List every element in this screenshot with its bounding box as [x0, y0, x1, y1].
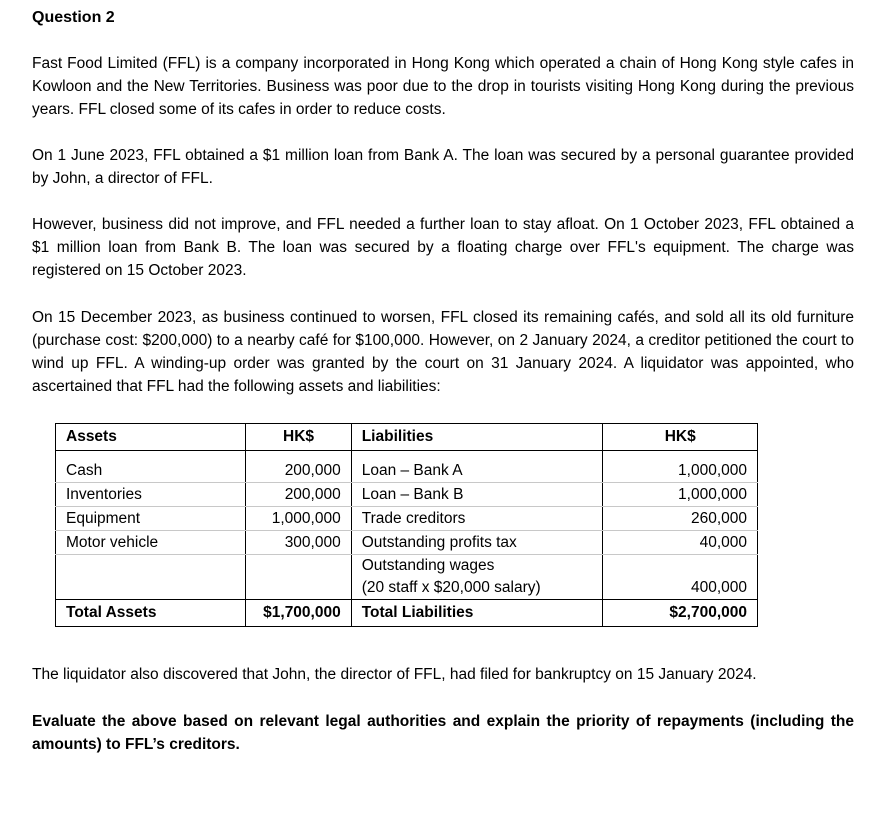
- paragraph-background: Fast Food Limited (FFL) is a company incorporated in Hong Kong which operated a chain of Hong Kong style cafes in Kowloon and the New Territories. Business was poor due to the drop in tourists visiting Hong Kong during the previous years. FFL closed some of its cafes in order to reduce costs.: [32, 55, 854, 118]
- asset-amount: [246, 555, 351, 600]
- asset-amount: 300,000: [246, 531, 351, 555]
- table-row: [56, 483, 758, 507]
- asset-amount: 200,000: [246, 483, 351, 507]
- asset-name: Equipment: [56, 507, 246, 531]
- liability-name: Loan – Bank A: [351, 459, 603, 483]
- table-spacer-row: [56, 451, 758, 460]
- liability-amount: 1,000,000: [603, 483, 758, 507]
- header-assets: Assets: [56, 424, 246, 451]
- paragraph-winding-up: On 15 December 2023, as business continued to worsen, FFL closed its remaining cafés, and sold all its old furniture (purchase cost: $200,000) to a nearby café for $100,000. However, on 2 January 2024, a creditor petitioned the court to wind up FFL. A winding-up order was granted by the court on 31 January 2024. A liquidator was appointed, who ascertained that FFL had the following assets and liabilities:: [32, 309, 854, 395]
- liability-name: Outstanding wages: [361, 557, 495, 574]
- asset-name: Motor vehicle: [56, 531, 246, 555]
- liability-name-wages: [351, 555, 603, 600]
- table-row: [56, 459, 758, 483]
- paragraph-bankruptcy: The liquidator also discovered that John, the director of FFL, had filed for bankruptcy on 15 January 2024.: [32, 666, 757, 683]
- header-liabilities-amount: HK$: [603, 424, 758, 451]
- header-liabilities: Liabilities: [351, 424, 603, 451]
- total-liabilities-value: $2,700,000: [603, 600, 758, 627]
- paragraph-bank-b-loan: However, business did not improve, and FFL needed a further loan to stay afloat. On 1 October 2023, FFL obtained a $1 million loan from Bank B. The loan was secured by a floating charge over FFL's equipment. The charge was registered on 15 October 2023.: [32, 216, 854, 279]
- asset-amount: 200,000: [246, 459, 351, 483]
- table-row: [56, 531, 758, 555]
- paragraph-bank-a-loan: On 1 June 2023, FFL obtained a $1 million loan from Bank A. The loan was secured by a personal guarantee provided by John, a director of FFL.: [32, 147, 854, 187]
- table-header-row: [56, 424, 758, 451]
- liability-name: Trade creditors: [351, 507, 603, 531]
- asset-amount: 1,000,000: [246, 507, 351, 531]
- liability-name: Outstanding profits tax: [351, 531, 603, 555]
- liability-amount: 260,000: [603, 507, 758, 531]
- liability-amount: 1,000,000: [603, 459, 758, 483]
- liability-amount: 400,000: [603, 555, 758, 600]
- liability-name: Loan – Bank B: [351, 483, 603, 507]
- header-assets-amount: HK$: [246, 424, 351, 451]
- question-heading: Question 2: [32, 9, 115, 26]
- liability-amount: 40,000: [603, 531, 758, 555]
- total-liabilities-label: Total Liabilities: [351, 600, 603, 627]
- asset-name: Cash: [56, 459, 246, 483]
- total-assets-value: $1,700,000: [246, 600, 351, 627]
- table-row: [56, 555, 758, 600]
- table-total-row: [56, 600, 758, 627]
- paragraph-task-instruction: Evaluate the above based on relevant legal authorities and explain the priority of repayments (including the amounts) to FFL’s creditors.: [32, 713, 854, 753]
- liability-detail: (20 staff x $20,000 salary): [361, 579, 541, 596]
- assets-liabilities-table: [55, 423, 758, 627]
- table-row: [56, 507, 758, 531]
- asset-name: Inventories: [56, 483, 246, 507]
- asset-name: [56, 555, 246, 600]
- total-assets-label: Total Assets: [56, 600, 246, 627]
